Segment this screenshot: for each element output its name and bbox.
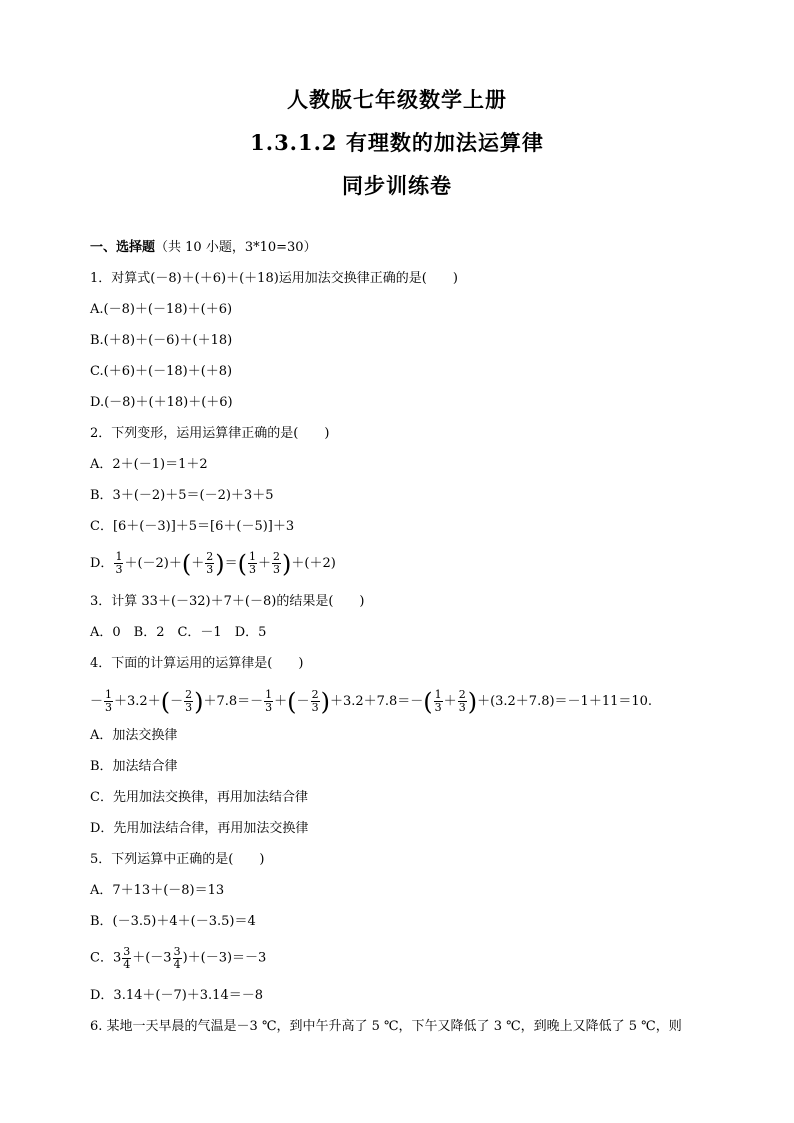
q3-options: A．0 B．2 C．－1 D．5: [90, 625, 267, 640]
q1-stem: 1．对算式(－8)＋(＋6)＋(＋18)运用加法交换律正确的是( ): [90, 271, 458, 286]
q1-option-a: A.(－8)＋(－18)＋(＋6): [90, 302, 233, 317]
q4-expression: － $\frac{1}{3}$ ＋3.2＋(－ $\frac{2}{3}$ )＋7.8＝－ $\frac{1}{3}$ ＋(－ $\frac{2}{3}$ )＋3.2＋7.8＝－( $\frac{1}{3}$ ＋ $\frac{2}{3}$ )＋(3.2＋7.8)＝－1＋11＝10.: [90, 687, 653, 716]
fraction: $\frac{2}{3}$: [273, 550, 281, 576]
section-title: 一、选择题: [90, 240, 156, 255]
section-note: （共 10 小题，3*10=30）: [155, 240, 317, 255]
q5-option-a: A．7＋13＋(－8)＝13: [90, 883, 225, 898]
fraction: $\frac{2}{3}$: [311, 688, 319, 714]
fraction: $\frac{3}{4}$: [123, 945, 131, 971]
fraction: $\frac{1}{3}$: [105, 688, 113, 714]
q2-option-a: A．2＋(－1)＝1＋2: [90, 457, 208, 472]
doc-title-line1: 人教版七年级数学上册: [287, 87, 507, 112]
q4-option-b: B．加法结合律: [90, 759, 178, 774]
q5-stem: 5．下列运算中正确的是( ): [90, 852, 265, 867]
fraction: $\frac{1}{3}$: [434, 688, 442, 714]
q2-option-d: D． $\frac{1}{3}$ ＋(－2)＋(＋ $\frac{2}{3}$ )＝( $\frac{1}{3}$ ＋ $\frac{2}{3}$ )＋(＋2): [90, 549, 336, 578]
q6-stem: 6. 某地一天早晨的气温是－3 ℃，到中午升高了 5 ℃，下午又降低了 3 ℃，到晚上又降低了 5 ℃，则: [90, 1019, 682, 1034]
q1-option-d: D.(－8)＋(＋18)＋(＋6): [90, 395, 233, 410]
q4-option-d: D．先用加法结合律，再用加法交换律: [90, 821, 309, 836]
fraction: $\frac{1}{3}$: [115, 550, 123, 576]
fraction: $\frac{3}{4}$: [173, 945, 181, 971]
fraction: $\frac{2}{3}$: [206, 550, 214, 576]
doc-title-line2: 1.3.1.2 有理数的加法运算律: [250, 130, 544, 155]
q2-d-label: D．: [90, 556, 114, 571]
q4-stem: 4．下面的计算运用的运算律是( ): [90, 656, 304, 671]
fraction: $\frac{2}{3}$: [185, 688, 193, 714]
fraction: $\frac{2}{3}$: [458, 688, 466, 714]
q4-option-c: C．先用加法交换律，再用加法结合律: [90, 790, 308, 805]
q2-option-c: C．[6＋(－3)]＋5＝[6＋(－5)]＋3: [90, 519, 295, 534]
q5-option-b: B．(－3.5)＋4＋(－3.5)＝4: [90, 914, 256, 929]
q4-option-a: A．加法交换律: [90, 728, 178, 743]
q2-d-expr: ＋(－2)＋: [124, 556, 182, 571]
q1-option-b: B.(＋8)＋(－6)＋(＋18): [90, 333, 233, 348]
q5-option-d: D．3.14＋(－7)＋3.14＝－8: [90, 988, 263, 1003]
q2-option-b: B．3＋(－2)＋5＝(－2)＋3＋5: [90, 488, 274, 503]
q1-option-c: C.(＋6)＋(－18)＋(＋8): [90, 364, 233, 379]
q2-stem: 2．下列变形，运用运算律正确的是( ): [90, 426, 330, 441]
fraction: $\frac{1}{3}$: [265, 688, 273, 714]
fraction: $\frac{1}{3}$: [249, 550, 257, 576]
q3-stem: 3．计算 33＋(－32)＋7＋(－8)的结果是( ): [90, 594, 365, 609]
q5-option-c: C．3 $\frac{3}{4}$ ＋(－3 $\frac{3}{4}$ )＋(－3)＝－3: [90, 945, 267, 971]
doc-title-line3: 同步训练卷: [342, 173, 452, 198]
section-heading: [90, 239, 317, 257]
